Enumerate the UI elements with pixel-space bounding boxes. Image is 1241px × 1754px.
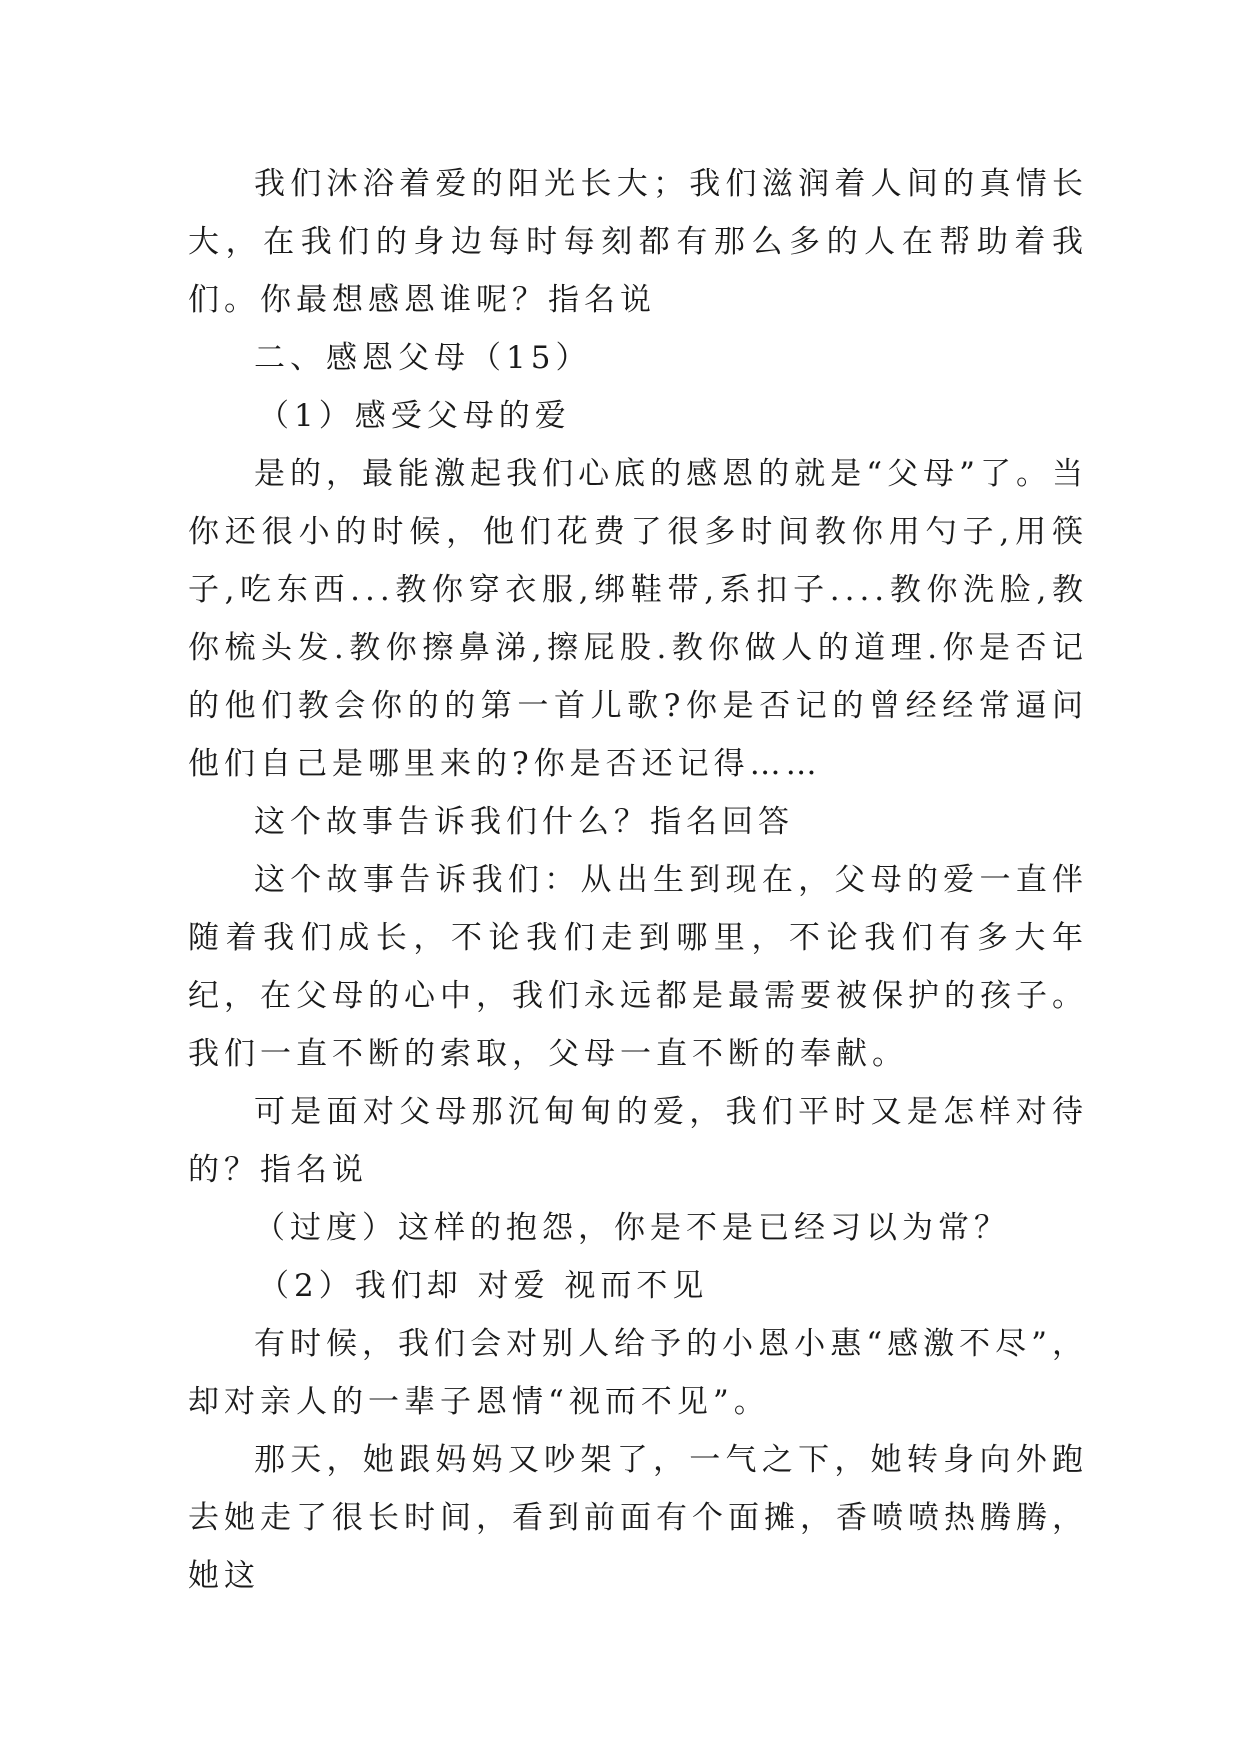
paragraph-story-quarrel: 那天，她跟妈妈又吵架了，一气之下，她转身向外跑去她走了很长时间，看到前面有个面摊，香喷喷热腾腾，她这 (188, 1442, 1088, 1594)
paragraph-small-favors: 有时候，我们会对别人给予的小恩小惠“感激不尽”，却对亲人的一辈子恩情“视而不见”。 (188, 1326, 1088, 1420)
section-heading-gratitude-parents: 二、感恩父母（15） (254, 340, 592, 376)
subheading-ignore-love: （2）我们却 对爱 视而不见 (258, 1268, 709, 1304)
paragraph-intro: 我们沐浴着爱的阳光长大；我们滋润着人间的真情长大，在我们的身边每时每刻都有那么多的人在帮助着我们。你最想感恩谁呢？指名说 (188, 166, 1088, 318)
document-body (188, 155, 1088, 1605)
paragraph-story-meaning: 这个故事告诉我们：从出生到现在，父母的爱一直伴随着我们成长，不论我们走到哪里，不论我们有多大年纪，在父母的心中，我们永远都是最需要被保护的孩子。我们一直不断的索取，父母一直不断的奉献。 (188, 862, 1088, 1072)
paragraph-transition: （过度）这样的抱怨，你是不是已经习以为常？ (254, 1210, 1010, 1246)
paragraph-how-we-treat: 可是面对父母那沉甸甸的爱，我们平时又是怎样对待的？指名说 (188, 1094, 1088, 1188)
paragraph-story-question: 这个故事告诉我们什么？指名回答 (254, 804, 794, 840)
paragraph-parents-teaching: 是的，最能激起我们心底的感恩的就是“父母”了。当你还很小的时候，他们花费了很多时间教你用勺子,用筷子,吃东西...教你穿衣服,绑鞋带,系扣子....教你洗脸,教你梳头发.教你擦鼻涕,擦屁股.教你做人的道理.你是否记的他们教会你的的第一首儿歌?你是否记的曾经经常逼问他们自己是哪里来的?你是否还记得…… (188, 456, 1088, 782)
subheading-feel-parents-love: （1）感受父母的爱 (258, 398, 571, 434)
